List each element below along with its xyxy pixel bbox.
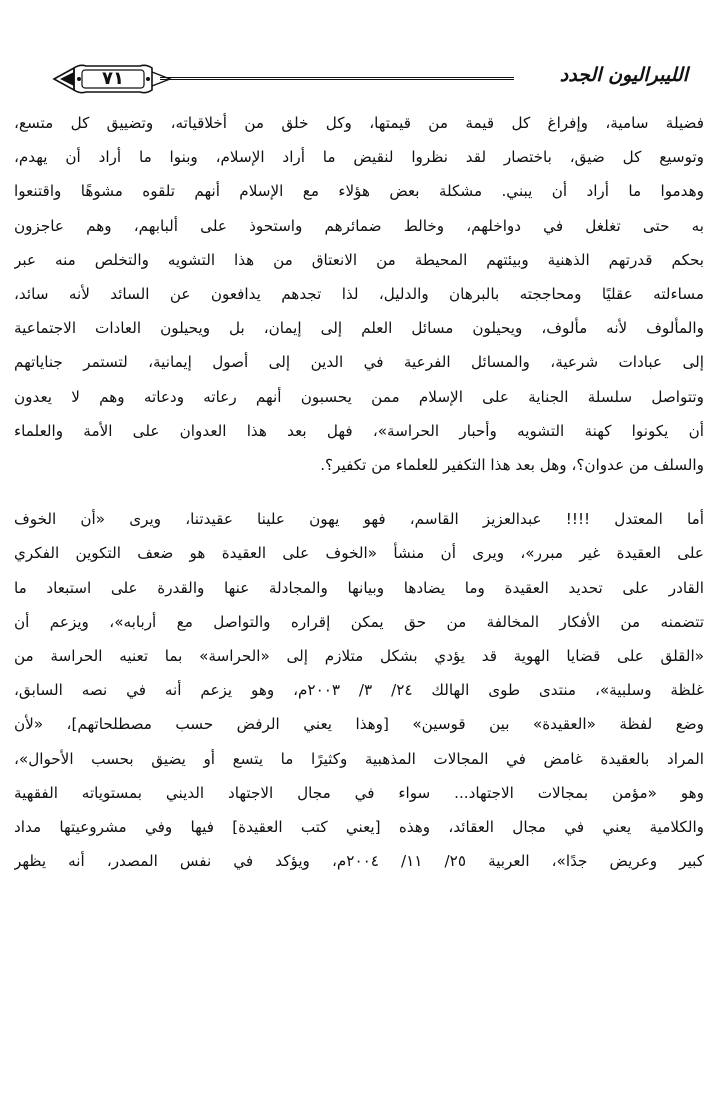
text-line: فضيلة سامية، وإفراغ كل قيمة من قيمتها، وكل خلق من أخلاقياته، وتضييق كل متسع، bbox=[14, 114, 704, 132]
text-line: والمألوف لأنه مألوف، ويحيلون مسائل العلم إلى إيمان، بل ويحيلون العادات الاجتماعية bbox=[14, 319, 704, 338]
text-line: المراد بالعقيدة غامض في المجالات المذهبية وكثيرًا ما يتسع أو يضيق بحسب الأحوال»، bbox=[14, 749, 704, 768]
text-line: وهدموا ما أراد أن يبني. مشكلة بعض هؤلاء مع الإسلام أنهم تلقوه مشوهًا واقتنعوا bbox=[14, 182, 704, 201]
text-line: كبير وعريض جدًا»، العربية ٢٥/ ١١/ ٢٠٠٤م، ويؤكد في نفس المصدر، أنه يظهر bbox=[14, 852, 704, 871]
text-line: والسلف من عدوان؟، وهل بعد هذا التكفير للعلماء من تكفير؟. bbox=[320, 456, 704, 475]
text-line: أما المعتدل !!!! عبدالعزيز القاسم، فهو يهون علينا عقيدتنا، ويرى «أن الخوف bbox=[14, 510, 704, 529]
text-line: وتتواصل سلسلة الجناية على الإسلام ممن يحسبون أنهم رعاته ودعاته وهم لا يعدون bbox=[14, 387, 704, 406]
text-line: مساءلته عقليًا ومحاججته بالبرهان والدليل، لذا تجدهم يدافعون عن السائد لأنه سائد، bbox=[14, 285, 704, 304]
text-line: إلى عبادات شرعية، والمسائل الفرعية في الدين إلى أصول إيمانية، لتستمر جناياتهم bbox=[14, 353, 704, 372]
text-line: تتضمنه من الأفكار المخالفة من حق يمكن إقراره والتواصل مع أربابه»، ويزعم أن bbox=[14, 612, 704, 631]
paragraph-2 bbox=[14, 502, 704, 878]
text-line: «القلق على قضايا الهوية قد يؤدي بشكل متلازم إلى «الحراسة» بما تعنيه الحراسة من bbox=[14, 647, 704, 666]
page-number-ornament bbox=[52, 62, 172, 96]
text-line: غلظة وسلبية»، منتدى طوى الهالك ٢٤/ ٣/ ٢٠٠٣م، وهو يزعم أنه في نصه السابق، bbox=[14, 681, 704, 700]
text-line: وهو «مؤمن بمجالات الاجتهاد... سواء في مجال الاجتهاد الديني بمستوياته الفقهية bbox=[14, 783, 704, 802]
page-header bbox=[52, 62, 692, 100]
text-line: بحكم قدرتهم الذهنية وبيئتهم المحيطة من الانعتاق من هذا التشويه والتخلص منه عبر bbox=[14, 250, 704, 269]
running-title: الليبراليون الجدد bbox=[559, 64, 688, 86]
header-rule bbox=[160, 77, 514, 80]
text-line: أن يكونوا كهنة التشويه وأحبار الحراسة»، فهل بعد هذا العدوان على الأمة والعلماء bbox=[14, 421, 704, 440]
text-line: على العقيدة غير مبرر»، ويرى أن منشأ «الخوف على العقيدة هو ضعف التكوين الفكري bbox=[14, 544, 704, 563]
text-line: وضع لفظة «العقيدة» بين قوسين» [وهذا يعني الرفض حسب مصطلحاتهم]، «لأن bbox=[14, 715, 704, 734]
text-line: به حتى تغلغل في دواخلهم، وخالط ضمائرهم واستحوذ على ألبابهم، وهم عاجزون bbox=[14, 216, 704, 235]
text-line: القادر على تحديد العقيدة وما يضادها وبيانها والمجادلة عنها والقدرة على استبعاد ما bbox=[14, 578, 704, 597]
paragraph-1 bbox=[14, 106, 704, 482]
text-line: والكلامية يعني في مجال العقائد، وهذه [يعني كتب العقيدة] فيها وفي مشروعيتها مداد bbox=[14, 818, 704, 837]
text-line: وتوسيع كل ضيق، باختصار لقد نظروا لنقيض ما أراد الإسلام، وبنوا ما أراد أن يهدم، bbox=[14, 148, 704, 167]
page-number: ٧١ bbox=[102, 68, 124, 89]
paragraph-gap bbox=[14, 482, 704, 502]
body-text bbox=[14, 106, 704, 878]
